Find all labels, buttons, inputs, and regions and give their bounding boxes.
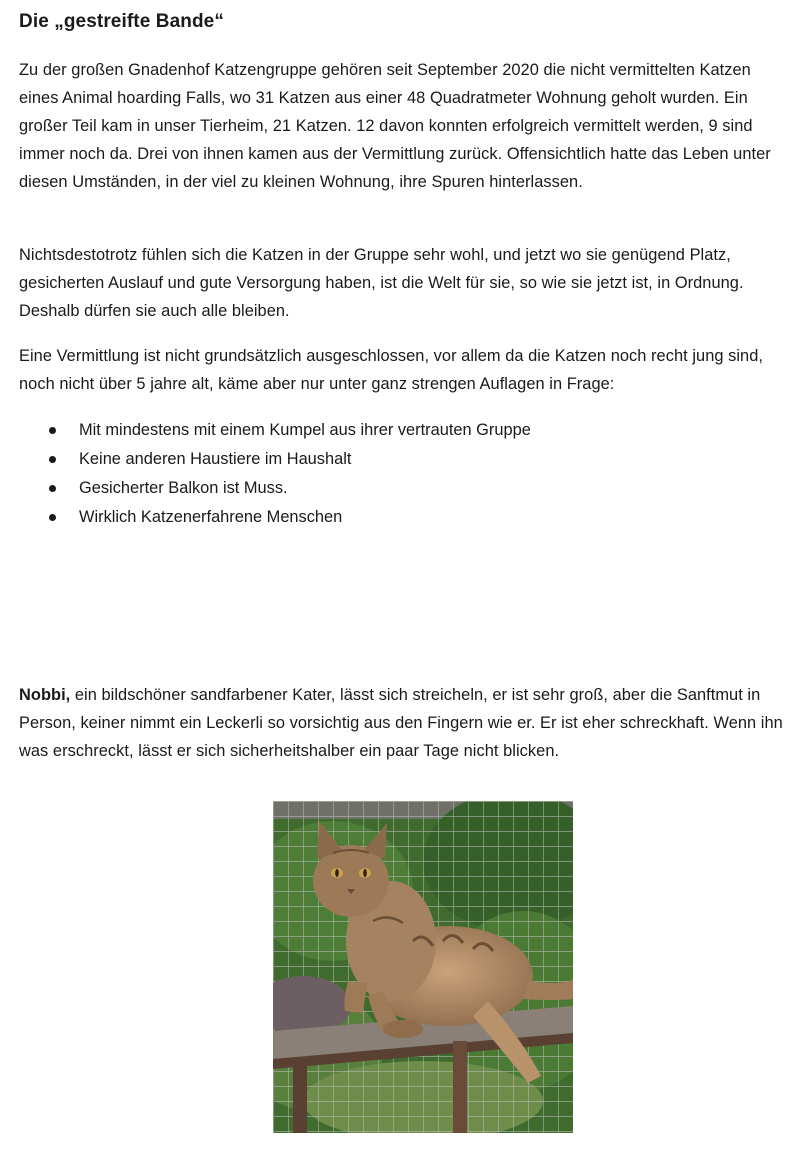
list-item [0, 445, 780, 474]
cat-name: Nobbi, [19, 686, 71, 704]
condition-text: Wirklich Katzenerfahrene Menschen [79, 508, 343, 526]
second-paragraph: Nichtsdestotrotz fühlen sich die Katzen in der Gruppe sehr wohl, und jetzt wo sie genügend Platz, gesicherten Auslauf und gute Versorgung haben, ist die Welt für sie, so wie sie jetzt ist, in Ordnung. Deshalb dürfen sie auch alle bleiben. [19, 246, 744, 320]
conditions-list [0, 416, 780, 532]
intro-paragraph: Zu der großen Gnadenhof Katzengruppe gehören seit September 2020 die nicht vermittelten Katzen eines Animal hoarding Falls, wo 31 Katzen aus einer 48 Quadratmeter Wohnung geholt wurden. Ein großer Teil kam in unser Tierheim, 21 Katzen. 12 davon konnten erfolgreich vermittelt werden, 9 sind immer noch da. Drei von ihnen kamen aus der Vermittlung zurück. Offensichtlich hatte das Leben unter diesen Umständen, in der viel zu kleinen Wohnung, ihre Spuren hinterlassen. [19, 61, 771, 191]
condition-text: Gesicherter Balkon ist Muss. [79, 479, 288, 497]
third-paragraph: Eine Vermittlung ist nicht grundsätzlich ausgeschlossen, vor allem da die Katzen noch recht jung sind, noch nicht über 5 jahre alt, käme aber nur unter ganz strengen Auflagen in Frage: [19, 347, 763, 393]
condition-text: Keine anderen Haustiere im Haushalt [79, 450, 352, 468]
list-item [0, 503, 780, 532]
bullet-icon [49, 427, 56, 434]
page-title: Die „gestreifte Bande“ [19, 11, 224, 32]
cat-photo [273, 801, 573, 1133]
condition-text: Mit mindestens mit einem Kumpel aus ihrer vertrauten Gruppe [79, 421, 531, 439]
list-item [0, 474, 780, 503]
list-item [0, 416, 780, 445]
bullet-icon [49, 514, 56, 521]
cat-description-paragraph [19, 681, 789, 765]
bullet-icon [49, 485, 56, 492]
cat-description: ein bildschöner sandfarbener Kater, lässt sich streicheln, er ist sehr groß, aber die Sanftmut in Person, keiner nimmt ein Leckerli so vorsichtig aus den Fingern wie er. Er ist eher schreckhaft. Wenn ihn was erschreckt, lässt er sich sicherheitshalber ein paar Tage nicht blicken. [19, 686, 783, 760]
bullet-icon [49, 456, 56, 463]
